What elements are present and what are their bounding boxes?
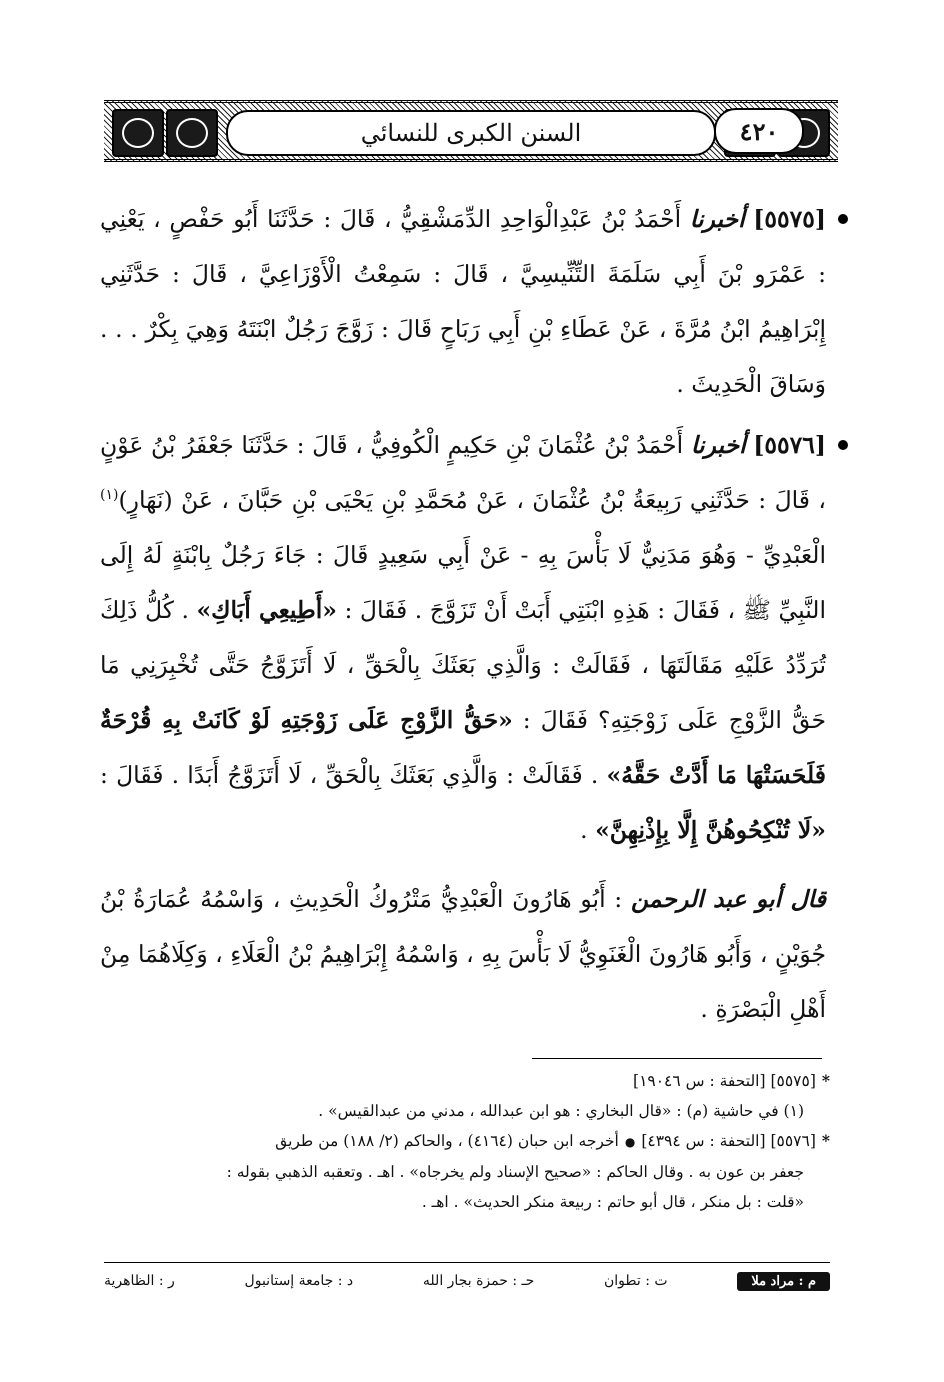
source-item: ت : تطوان bbox=[603, 1273, 668, 1289]
tuhfa-reference: [٥٥٧٥] [التحفة : س ١٩٠٤٦] bbox=[633, 1072, 816, 1090]
akhbarana-word: أخبرنا bbox=[689, 205, 745, 233]
manuscript-sources bbox=[104, 1266, 830, 1296]
editor-note-text: : أَبُو هَارُونَ الْعَبْدِيُّ مَتْرُوكُ الْحَدِيثِ ، وَاسْمُهُ عُمَارَةُ بْنُ جُوَيْنٍ ، وَأَبُو هَارُونَ الْغَنَوِيُّ لَا بَأْسَ بِهِ ، وَاسْمُهُ إِبْرَاهِيمُ بْنُ الْعَلَاءِ ، وَكِلَاهُمَا مِنْ أَهْلِ الْبَصْرَةِ . bbox=[100, 885, 826, 1023]
footnote-5575-ref bbox=[100, 1066, 830, 1096]
hadith-text-part: أَحْمَدُ بْنُ عُثْمَانَ بْنِ حَكِيمٍ الْكُوفِيُّ ، قَالَ : حَدَّثَنَا جَعْفَرُ بْنُ عَوْنٍ ، قَالَ : حَدَّثَنِي رَبِيعَةُ بْنُ عُثْمَانَ ، عَنْ مُحَمَّدِ بْنِ يَحْيَى بْنِ حَبَّانَ ، عَنْ (نَهَارٍ) bbox=[100, 431, 826, 514]
book-title: السنن الكبرى للنسائي bbox=[226, 110, 716, 156]
hadith-number: [٥٥٧٦] bbox=[753, 431, 826, 459]
footnote-divider bbox=[532, 1058, 822, 1059]
hadith-text-part: الْعَبْدِيِّ - وَهُوَ مَدَنِيٌّ لَا بَأْسَ بِهِ - عَنْ أَبِي سَعِيدٍ قَالَ : جَاءَ رَجُلٌ بِابْنَةٍ لَهُ إِلَى النَّبِيِّ ﷺ ، فَقَالَ : هَذِهِ ابْنَتِي أَبَتْ أَنْ تَزَوَّجَ . فَقَالَ : bbox=[100, 541, 826, 624]
source-item: د : جامعة إستانبول bbox=[244, 1273, 354, 1289]
footnote-1: (١) في حاشية (م) : «قال البخاري : هو ابن عبدالله ، مدني من عبدالقيس» . bbox=[318, 1102, 804, 1120]
takhrij-line: «قلت : بل منكر ، قال أبو حاتم : ربيعة منكر الحديث» . اهـ . bbox=[421, 1193, 804, 1211]
bullet-icon bbox=[838, 214, 848, 224]
hadith-number: [٥٥٧٥] bbox=[753, 205, 826, 233]
takhrij-text: أخرجه ابن حبان (٤١٦٤) ، والحاكم (٢/ ١٨٨) من طريق bbox=[275, 1132, 619, 1150]
bullet-icon bbox=[838, 440, 848, 450]
hadith-text: أَحْمَدُ بْنُ عَبْدِالْوَاحِدِ الدِّمَشْقِيُّ ، قَالَ : حَدَّثَنَا أَبُو حَفْصٍ ، يَعْنِي : عَمْرَو بْنَ أَبِي سَلَمَةَ التِّنِّيسِيَّ ، قَالَ : سَمِعْتُ الْأَوْزَاعِيَّ ، قَالَ : حَدَّثَنِي إِبْرَاهِيمُ ابْنُ مُرَّةَ ، عَنْ عَطَاءِ بْنِ أَبِي رَبَاحٍ قَالَ : زَوَّجَ رَجُلٌ ابْنَتَهُ وَهِيَ بِكْرٌ . . . وَسَاقَ الْحَدِيثَ . bbox=[100, 205, 826, 398]
hadith-text-part: . كُلُّ ذَلِكَ تُرَدِّدُ عَلَيْهِ مَقَالَتَهَا ، فَقَالَتْ : وَالَّذِي بَعَثَكَ بِالْحَقِّ ، لَا أَتَزَوَّجُ حَتَّى تُخْبِرَنِي مَا حَقُّ الزَّوْجِ عَلَى زَوْجَتِهِ؟ فَقَالَ : bbox=[100, 596, 827, 734]
star-icon: * bbox=[821, 1131, 830, 1150]
footnote-marker: (١) bbox=[100, 487, 119, 504]
source-item: ر : الظاهرية bbox=[104, 1273, 175, 1289]
hadith-5575 bbox=[100, 192, 826, 412]
source-item: حـ : حمزة بجار الله bbox=[422, 1273, 535, 1289]
page-number: ٤٢٠ bbox=[714, 108, 804, 154]
hadith-5576 bbox=[100, 418, 826, 858]
bottom-divider bbox=[104, 1262, 830, 1263]
editor-note-label: قال أبو عبد الرحمن bbox=[630, 885, 826, 913]
takhrij-line: جعفر بن عون به . وقال الحاكم : «صحيح الإسناد ولم يخرجاه» . اهـ . وتعقبه الذهبي بقوله : bbox=[226, 1163, 804, 1181]
ornament-icon bbox=[166, 109, 218, 157]
hadith-text-part: . bbox=[580, 816, 588, 844]
editor-note bbox=[100, 872, 826, 1037]
star-icon: * bbox=[821, 1071, 830, 1090]
footnotes bbox=[100, 1066, 830, 1217]
dot-icon: ● bbox=[624, 1135, 636, 1149]
tuhfa-reference: [٥٥٧٦] [التحفة : س ٤٣٩٤] bbox=[641, 1132, 816, 1150]
hadith-text-part: . فَقَالَتْ : وَالَّذِي بَعَثَكَ بِالْحَقِّ ، لَا أَتَزَوَّجُ أَبَدًا . فَقَالَ : bbox=[100, 761, 599, 789]
footnote-5576-ref bbox=[100, 1126, 830, 1157]
prophet-speech: «لَا تُنْكِحُوهُنَّ إِلَّا بِإِذْنِهِنَّ» bbox=[595, 816, 826, 844]
ornament-icon bbox=[112, 109, 164, 157]
prophet-speech: «أَطِيعِي أَبَاكِ» bbox=[196, 596, 337, 624]
prophet-speech: «حَقُّ الزَّوْجِ عَلَى زَوْجَتِهِ لَوْ كَانَتْ بِهِ قُرْحَةٌ فَلَحَسَتْهَا مَا أَدَّتْ حَقَّهُ» bbox=[100, 706, 826, 789]
akhbarana-word: أخبرنا bbox=[690, 431, 746, 459]
source-badge: م : مراد ملا bbox=[737, 1272, 830, 1291]
main-text bbox=[100, 192, 826, 1061]
